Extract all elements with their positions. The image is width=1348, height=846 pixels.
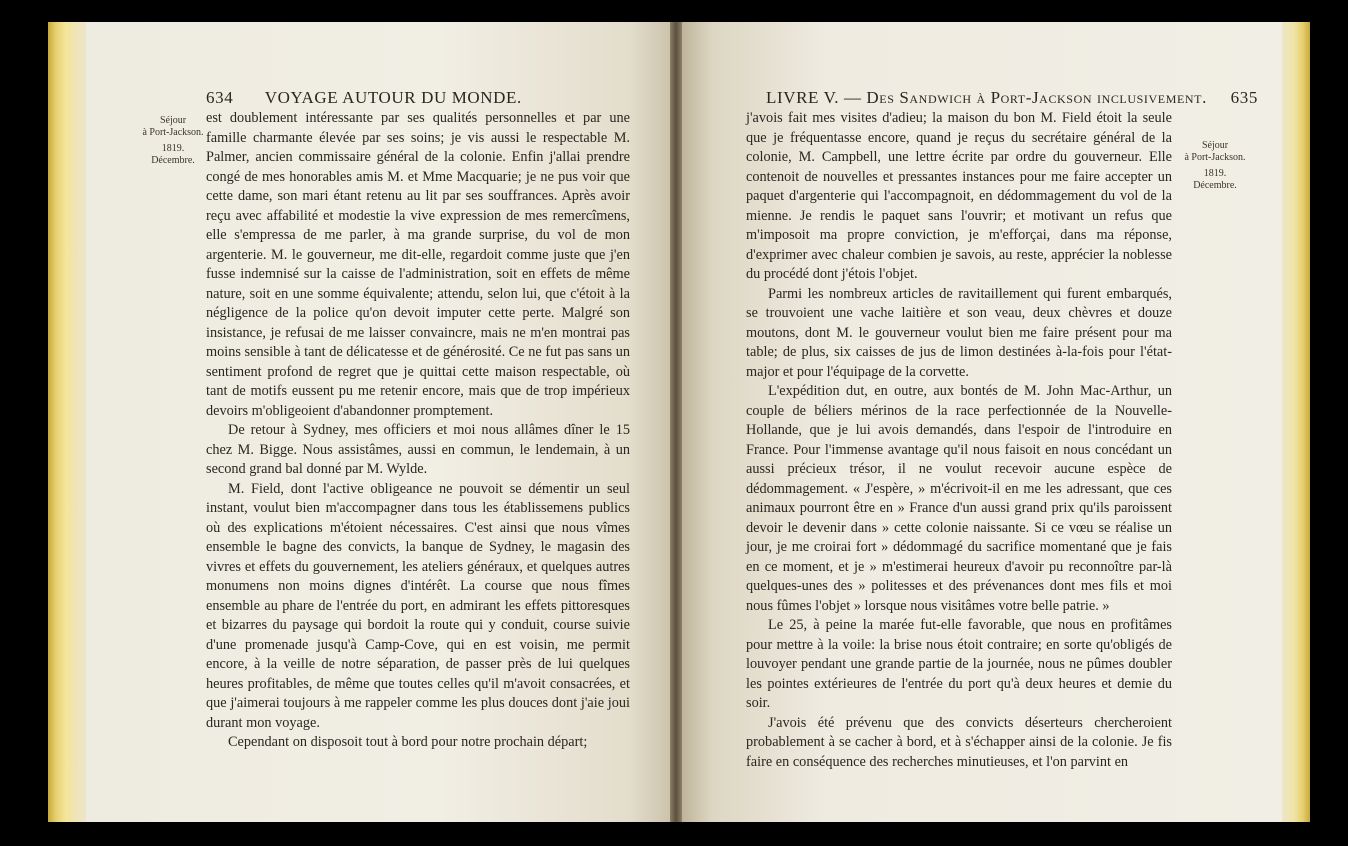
left-margin-note [138, 115, 208, 167]
paragraph: Parmi les nombreux articles de ravitaillement qui furent embarqués, se trouvoient une vache laitière et son veau, deux chèvres et douze moutons, dont M. le gouverneur voulut bien me faire présent pour ma table; de plus, six caisses de jus de limon destinées à-la-fois pour l'état-major et pour l'équipage de la corvette. [746, 285, 1172, 380]
paragraph: j'avois fait mes visites d'adieu; la maison du bon M. Field étoit la seule que je fréquentasse encore, quand je reçus du secrétaire général de la colonie, M. Campbell, une lettre écrite par ordre du gouverneur. Elle contenoit de nouvelles et pressantes instances pour me faire accepter un paquet d'argenterie qui l'accompagnoit, en dédommagement du vol de la mienne. Je rendis le paquet sans l'ouvrir; et motivant un refus que m'imposoit ma propre conviction, je m'efforçai, dans ma réponse, d'exprimer avec chaleur combien je savois, au reste, apprécier la noblesse du procédé dont j'étois l'objet. [746, 110, 1172, 282]
margin-note-place: à Port-Jackson. [142, 127, 204, 138]
margin-note-sejour: Séjour [159, 115, 187, 126]
left-running-title: VOYAGE AUTOUR DU MONDE. [264, 88, 522, 107]
right-page [676, 22, 1282, 822]
paragraph: Le 25, à peine la marée fut-elle favorable, que nous en profitâmes pour mettre à la voile: la brise nous étoit contraire; en sorte qu'obligés de louvoyer pendant une grande partie de la journée, nous ne pûmes doubler les pointes extérieures de l'entrée du port qu'à deux heures et demie du soir. [746, 617, 1172, 711]
paragraph: De retour à Sydney, mes officiers et moi nous allâmes dîner le 15 chez M. Bigge. Nous assistâmes, aussi en commun, le lendemain, à un second grand bal donné par M. Wylde. [206, 422, 630, 477]
margin-note-month: Décembre. [1193, 180, 1237, 191]
left-page-number: 634 [206, 88, 234, 107]
right-margin-note [1180, 140, 1250, 192]
left-page-header [206, 88, 522, 108]
book-gutter [670, 22, 682, 822]
margin-note-month: Décembre. [151, 155, 195, 166]
paragraph: Cependant on disposoit tout à bord pour notre prochain départ; [228, 734, 588, 750]
paragraph: J'avois été prévenu que des convicts déserteurs chercheroient probablement à se cacher à bord, et à s'échapper ainsi de la colonie. Je fis faire en conséquence des recherches minutieuses, et l'on parvint en [746, 714, 1172, 770]
right-page-number: 635 [1230, 88, 1258, 107]
margin-note-sejour: Séjour [1201, 140, 1229, 151]
left-page-edges [48, 22, 88, 822]
right-page-edges [1280, 22, 1310, 822]
right-page-body [746, 109, 1172, 772]
left-page [86, 22, 676, 822]
right-running-title: LIVRE V. — Des Sandwich à Port-Jackson inclusivement. [766, 88, 1207, 107]
margin-note-place: à Port-Jackson. [1184, 152, 1246, 163]
margin-note-year: 1819. [161, 143, 185, 154]
margin-note-year: 1819. [1203, 168, 1227, 179]
paragraph: L'expédition dut, en outre, aux bontés de M. John Mac-Arthur, un couple de béliers mérinos de la race perfectionnée de la Nouvelle-Hollande, que je lui avois demandés, dans l'espoir de l'introduire en France. Pour l'immense avantage qu'il nous faisoit en nous concédant un aussi précieux trésor, il ne voulut recevoir aucune espèce de dédommagement. « J'espère, » m'écrivoit-il en me les adressant, que ces animaux pourront être en » France d'un aussi grand prix qu'ils paroissent devoir le devenir dans » cette colonie naissante. Si ce vœu se réalise un jour, je me croirai fort » dédommagé du sacrifice momentané que je fais en ce moment, et je » m'estimerai heureux d'avoir pu reconnoître par-là quelques-unes des » politesses et des prévenances dont mes fils et moi nous fûmes l'objet » lorsque nous visitâmes votre belle patrie. » [746, 383, 1172, 614]
left-page-body [206, 109, 630, 753]
paragraph: M. Field, dont l'active obligeance ne pouvoit se démentir un seul instant, voulut bien m'accompagner dans tous les établissemens publics où des explications m'étoient nécessaires. C'est ainsi que nous vîmes ensemble le bagne des convicts, la banque de Sydney, le magasin des vivres et effets du gouvernement, les ateliers généraux, et quelques autres monumens non moins dignes d'intérêt. La course que nous fîmes ensemble au phare de l'entrée du port, en admirant les effets pittoresques et bizarres du paysage qui bordoit la route qui y conduit, course suivie d'une promenade jusqu'à Camp-Cove, qui en est voisin, me permit encore, à la veille de notre séparation, de passer près de lui quelques heures profitables, de même que toutes celles qu'il m'avoit consacrées, et que j'aimerai toujours à me rappeler comme les plus douces dont j'aie joui durant mon voyage. [206, 480, 630, 731]
paragraph: est doublement intéressante par ses qualités personnelles et par une famille charmante élevée par ses soins; je vis aussi le respectable M. Palmer, ancien commissaire général de la colonie. Enfin j'allai prendre congé de mes honorables amis M. et Mme Macquarie; je ne pus voir que cette dame, son mari étant retenu au lit par ses souffrances. Après avoir reçu avec affabilité et modestie la vive expression de mes remercîmens, elle s'empressa de me parler, à ma grande surprise, du vol de mon argenterie. M. le gouverneur, me dit-elle, regardoit comme juste que j'en fusse indemnisé sur la caisse de l'administration, soit en effets de même nature, soit en une somme équivalente; attendu, selon lui, que c'étoit à la négligence de la police qu'on devoit imputer cette perte. Malgré son insistance, je refusai de me laisser convaincre, mais ne m'en montrai pas moins sensible à tant de délicatesse et de générosité. Ce ne fut pas sans un sentiment profond de regret que je quittai cette maison respectable, où tant de motifs eussent pu me retenir encore, mais que de trop impérieux devoirs m'obligeoient d'abandonner promptement. [206, 110, 630, 419]
right-page-header [766, 88, 1258, 108]
